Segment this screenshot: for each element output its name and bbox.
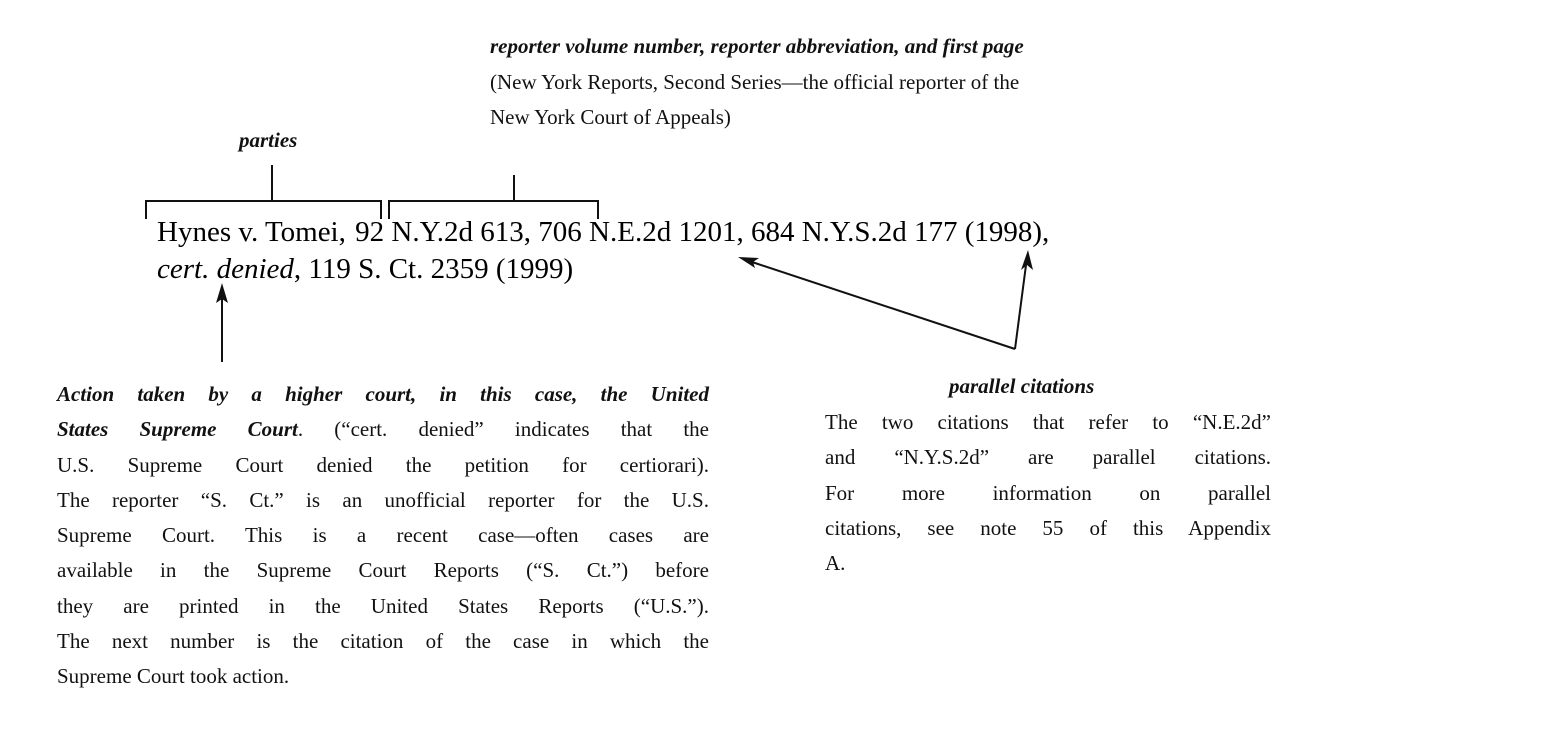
citation-parties: Hynes v. Tomei, — [157, 216, 346, 248]
citation — [157, 214, 1049, 288]
parallel-note-line: The two citations that refer to “N.E.2d” — [825, 410, 1271, 434]
action-note — [57, 377, 709, 695]
parallel-note-line: and “N.Y.S.2d” are parallel citations. — [825, 445, 1271, 470]
action-note-line: they are printed in the United States Reports (“U.S.”). — [57, 593, 709, 618]
action-note-line2 — [57, 412, 709, 447]
parallel-note-title: parallel citations — [949, 374, 1095, 398]
citation-subsequent-history-signal: cert. denied — [157, 253, 294, 285]
parties-label: parties — [239, 128, 298, 152]
citation-line-2 — [157, 251, 1049, 288]
action-note-line: available in the Supreme Court Reports (“S. Ct.”) before — [57, 558, 709, 583]
parallel-note-line: A. — [825, 551, 846, 576]
action-note-line: U.S. Supreme Court denied the petition for certiorari). — [57, 452, 709, 477]
parallel-note-line: For more information on parallel — [825, 480, 1271, 505]
parallel-note-line: citations, see note 55 of this Appendix — [825, 515, 1271, 540]
action-note-line2-rest: . (“cert. denied” indicates that the — [297, 417, 709, 442]
action-note-line: Supreme Court took action. — [57, 664, 290, 689]
reporter-label-title: reporter volume number, reporter abbreviation, and first page — [490, 34, 1024, 58]
action-note-line: The reporter “S. Ct.” is an unofficial reporter for the U.S. — [57, 487, 709, 512]
citation-parallel-reporters: 706 N.E.2d 1201, 684 N.Y.S.2d 177 (1998), — [538, 216, 1050, 248]
reporter-label-desc-line1: (New York Reports, Second Series—the official reporter of the — [490, 70, 1020, 94]
parallel-note — [825, 405, 1271, 581]
citation-line-1 — [157, 214, 1049, 251]
action-note-line: Supreme Court. This is a recent case—often cases are — [57, 523, 709, 548]
citation-official-reporter: 92 N.Y.2d 613, — [355, 216, 532, 248]
action-note-title-line2: States Supreme Court — [57, 417, 298, 442]
citation-subsequent-history: , 119 S. Ct. 2359 (1999) — [293, 253, 574, 285]
action-note-title-line1: Action taken by a higher court, in this case, the United — [57, 382, 709, 406]
reporter-label-desc-line2: New York Court of Appeals) — [490, 105, 731, 129]
action-note-line: The next number is the citation of the case in which the — [57, 629, 709, 654]
